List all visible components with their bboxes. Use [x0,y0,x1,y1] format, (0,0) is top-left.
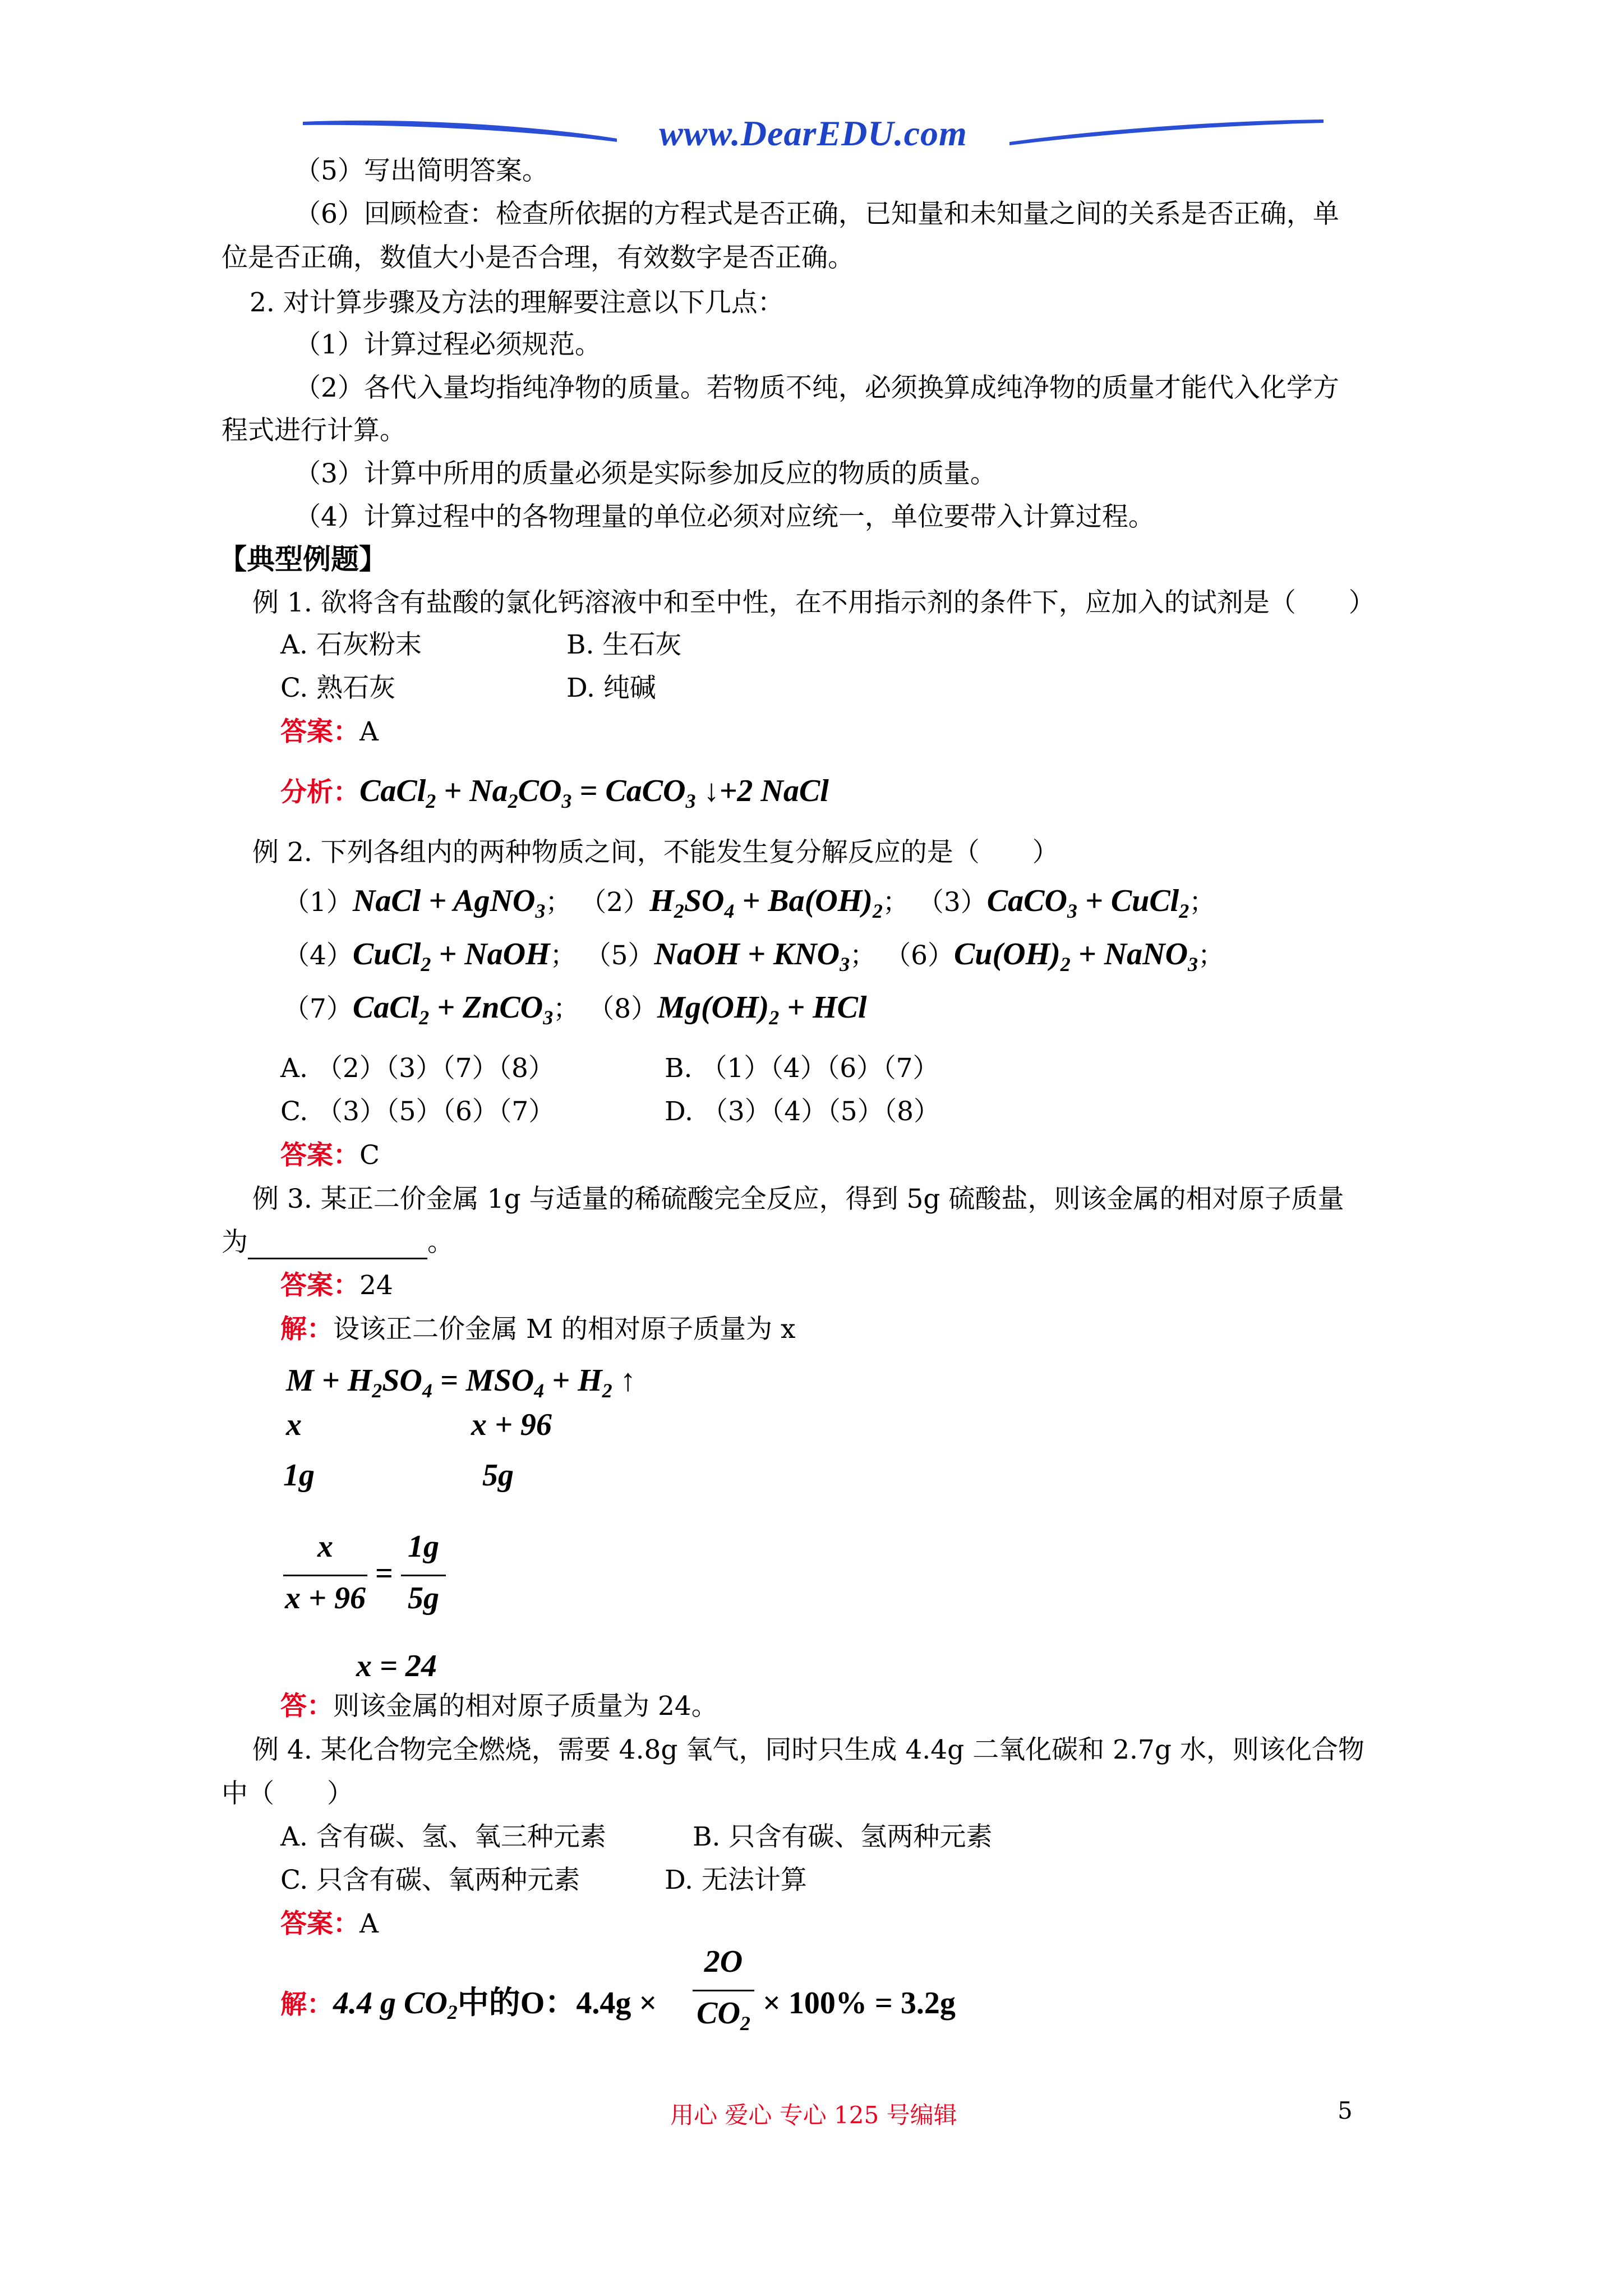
ex1-equation: CaCl$_2$ + $Na_2CO_3$ = CaCO$_3$ ↓+2 NaCl [359,774,829,813]
final-label: 答： [280,1691,333,1722]
answer-value: A [359,716,379,747]
separator: ； [882,887,909,918]
solution-pre: 4.4 g CO [333,1986,448,2021]
ex4-answer [280,1907,379,1941]
item-number: （1） [283,887,353,918]
ex3-row1-left: x [286,1407,302,1442]
fraction-bar [401,1575,446,1576]
point-2-4: （4）计算过程中的各物理量的单位必须对应统一，单位要带入计算过程。 [294,501,1155,532]
ex3-question-line2 [222,1226,454,1259]
section-title: 【典型例题】 [219,542,387,576]
ex2-option-b: B. （1）（4）（6）（7） [665,1053,939,1084]
ex3-equation: $M + H_2SO_4 = MSO_4 + H_2$ ↑ [286,1363,636,1402]
ex2-question: 例 2. 下列各组内的两种物质之间，不能发生复分解反应的是（ ） [252,837,1059,868]
separator: ； [850,940,877,971]
separator: ； [550,940,577,971]
ex1-analysis [280,771,829,821]
ex1-option-b: B. 生石灰 [566,629,682,660]
ex4-fraction [693,1944,760,2039]
ex2-row2: （4）CuCl$_2$ + NaOH； （5）NaOH + $KNO_3$； $(6)Cu(OH)_2$ + NaNO$_3$； [283,937,1225,976]
answer-value: C [359,1140,380,1171]
item-number: （4） [283,940,353,971]
ex2-option-a: A. （2）（3）（7）（8） [280,1053,555,1084]
separator: ； [545,887,572,918]
fraction-numerator: 1g [408,1529,439,1564]
question-text: 为 [222,1227,248,1258]
separator: ； [553,993,580,1024]
answer-value: A [359,1908,379,1939]
ex3-final-answer [280,1690,718,1723]
answer-blank [248,1231,427,1259]
final-text: 则该金属的相对原子质量为 24。 [333,1691,718,1722]
ex4-question-line2: 中（ ） [222,1778,353,1809]
fraction-denominator: 5g [408,1581,439,1616]
ex3-row2-right: 5g [482,1458,514,1493]
footer-text: 用心 爱心 专心 125 号编辑 [670,2101,957,2129]
item-number: （7） [283,993,353,1024]
ex3-row2-left: 1g [283,1458,315,1493]
fraction-denominator: $CO_2$ [697,1996,750,2035]
ex3-result: x = 24 [356,1649,437,1683]
fraction-denominator: x + 96 [285,1581,366,1616]
step-5: （5）写出简明答案。 [294,155,548,186]
answer-label: 答案： [280,1908,359,1939]
point-2: 2. 对计算步骤及方法的理解要注意以下几点： [250,287,784,318]
ex3-proportion [283,1529,575,1624]
ex3-row1-right: x + 96 [471,1407,552,1442]
header-banner [303,109,1324,160]
point-2-1: （1）计算过程必须规范。 [294,329,601,360]
step-6-line1: （6）回顾检查：检查所依据的方程式是否正确，已知量和未知量之间的关系是否正确，单 [294,199,1339,229]
answer-label: 答案： [280,716,359,747]
ex4-option-a: A. 含有碳、氢、氧三种元素 [280,1821,606,1852]
ex2-answer [280,1139,380,1172]
ex4-option-d: D. 无法计算 [665,1865,807,1895]
ex4-option-b: B. 只含有碳、氢两种元素 [693,1821,993,1852]
item-number: （6） [884,940,954,971]
point-2-2-line2: 程式进行计算。 [222,415,406,446]
ex1-option-a: A. 石灰粉末 [280,629,422,660]
separator: ； [1198,940,1225,971]
point-2-3: （3）计算中所用的质量必须是实际参加反应的物质的质量。 [294,458,997,489]
item-number: （5） [584,940,654,971]
item-number: （8） [588,993,658,1024]
fraction-bar [693,1990,754,1991]
fraction-bar [283,1575,367,1576]
answer-label: 答案： [280,1140,359,1171]
question-text: 。 [427,1227,454,1258]
point-2-2-line1: （2）各代入量均指纯净物的质量。若物质不纯，必须换算成纯净物的质量才能代入化学方 [294,372,1339,403]
ex2-option-c: C. （3）（5）（6）（7） [280,1096,555,1127]
fraction-numerator: x [317,1529,333,1564]
solution-text: 设该正二价金属 M 的相对原子质量为 x [333,1314,796,1345]
page-number: 5 [1338,2097,1353,2124]
ex2-row3: （7）CaCl$_2$ + ZnCO$_3$； $(8)Mg(OH)_2$ + HCl [283,990,867,1029]
item-number: （2） [580,887,650,918]
ex2-option-d: D. （3）（4）（5）（8） [665,1096,940,1127]
ex4-option-c: C. 只含有碳、氧两种元素 [280,1865,580,1895]
solution-label: 解： [280,1314,333,1345]
site-logo-text: www.DearEDU.com [659,113,967,153]
equals-sign: = [375,1556,393,1591]
separator: ； [1189,887,1216,918]
ex1-option-c: C. 熟石灰 [280,673,396,703]
ex1-answer [280,715,379,749]
ex3-answer [280,1269,393,1303]
analysis-label: 分析： [280,777,359,808]
ex4-solution-post: × 100% = 3.2g [763,1986,956,2021]
item-number: （3） [917,887,987,918]
ex1-option-d: D. 纯碱 [566,673,656,703]
ex1-question: 例 1. 欲将含有盐酸的氯化钙溶液中和至中性，在不用指示剂的条件下，应加入的试剂是（ ） [252,587,1375,618]
ex4-solution: 解：4.4 g $CO_2$中的O：4.4g × [280,1986,657,2023]
answer-value: 24 [359,1270,393,1301]
ex4-question-line1: 例 4. 某化合物完全燃烧，需要 4.8g 氧气，同时只生成 4.4g 二氧化碳和 2.7g 水，则该化合物 [252,1734,1364,1765]
solution-mid: 中的O：4.4g × [457,1986,657,2021]
ex2-row1: （1）NaCl + AgNO$_3$； $(2)H_2SO_4 + Ba(OH)_2$； （3）CaCO$_3$ + CuCl$_2$； [283,884,1216,923]
ex3-question-line1: 例 3. 某正二价金属 1g 与适量的稀硫酸完全反应，得到 5g 硫酸盐，则该金属的相对原子质量 [252,1184,1344,1214]
ex3-solution [280,1313,795,1346]
answer-label: 答案： [280,1270,359,1301]
solution-label: 解： [280,1989,333,2020]
step-6-line2: 位是否正确，数值大小是否合理，有效数字是否正确。 [222,242,854,273]
fraction-numerator: 2O [704,1944,743,1979]
